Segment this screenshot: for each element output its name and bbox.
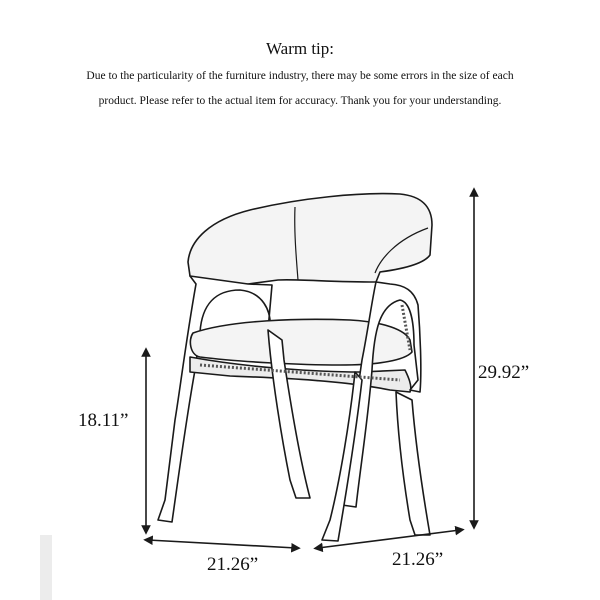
- warm-tip-title: Warm tip:: [265, 39, 335, 58]
- width-label: 21.26”: [207, 554, 259, 575]
- warm-tip-line-1: Due to the particularity of the furniture industry, there may be some errors in the size of each: [86, 70, 514, 82]
- left-arm-frame: [158, 276, 272, 522]
- total-height-label: 29.92”: [478, 362, 530, 383]
- backrest: [188, 194, 432, 285]
- seat-height-label: 18.11”: [78, 410, 129, 431]
- front-right-leg: [396, 392, 430, 535]
- seat-cushion: [190, 319, 412, 365]
- width-arrow: [148, 540, 296, 548]
- depth-label: 21.26”: [392, 549, 444, 570]
- warm-tip-line-2: product. Please refer to the actual item for accuracy. Thank you for your understanding.: [98, 95, 502, 107]
- chair-sketch: [158, 194, 432, 541]
